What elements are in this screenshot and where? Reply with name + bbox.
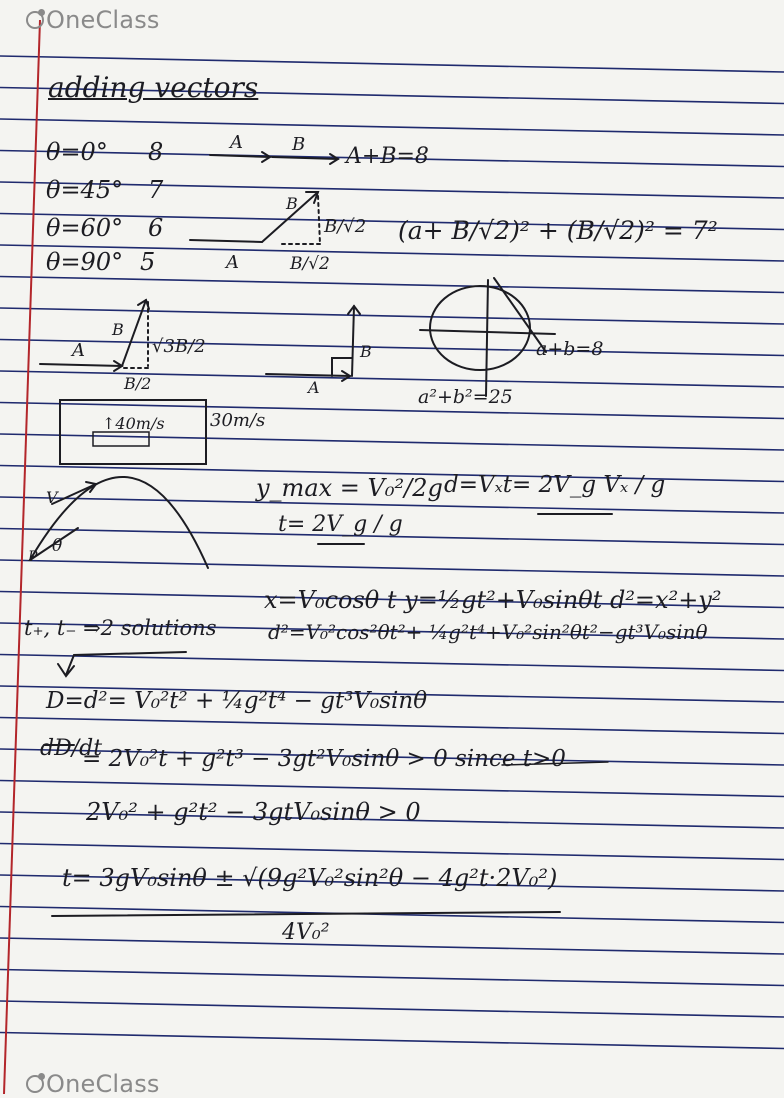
box-velocity-up: ↑40m/s — [102, 414, 165, 433]
ruled-line — [0, 560, 784, 576]
eq-line-2-right: d²=V₀²cos²θt²+ ¼g²t⁴+V₀²sin²θt²−gt³V₀sinθ — [268, 620, 708, 644]
right-angle-mark — [332, 358, 352, 376]
ruled-lines — [0, 56, 784, 1049]
vector-b-90 — [352, 306, 354, 376]
equation-45: (a+ B/√2)² + (B/√2)² = 7² — [398, 216, 718, 245]
arrow-down-left — [58, 652, 186, 676]
eq-line-4-frac: dD/dt — [40, 736, 103, 761]
angle-90: θ=90° — [46, 248, 124, 276]
ruled-line — [0, 277, 784, 293]
ruled-line — [0, 655, 784, 671]
ruled-line — [0, 970, 784, 986]
tri-label-a: A — [72, 340, 85, 361]
ruled-line — [0, 56, 784, 72]
ruled-line — [0, 434, 784, 450]
time-equation: t= 2V_g / g — [278, 512, 403, 537]
ymax-equation: y_max = V₀²/2g — [256, 474, 443, 502]
tri-label-b2: B/2 — [124, 374, 152, 393]
projectile-v: V — [46, 488, 58, 507]
ruled-line — [0, 781, 784, 797]
value-90: 5 — [140, 248, 156, 276]
ruled-line — [0, 938, 784, 954]
oneclass-icon — [26, 11, 44, 29]
right-label-a: A — [308, 378, 320, 397]
vector-a-60 — [40, 364, 122, 366]
ruled-line — [0, 119, 784, 135]
ruled-line — [0, 371, 784, 387]
ruled-line — [0, 844, 784, 860]
angle-45: θ=45° — [46, 176, 124, 204]
circle-sketch — [430, 286, 530, 370]
tri-label-b: B — [112, 320, 124, 339]
eq-line-6-numerator: t= 3gV₀sinθ ± √(9g²V₀²sin²θ − 4g²t·2V₀²) — [62, 864, 558, 892]
logo-text: OneClass — [46, 6, 160, 34]
eq-line-1: x=V₀cosθ t y=½gt²+V₀sinθt d²=x²+y² — [264, 586, 722, 614]
angle-0: θ=0° — [46, 138, 108, 166]
projectile-p: P — [28, 549, 38, 565]
vector-a-45 — [190, 240, 262, 242]
label-a-plus-b: A+B=8 — [346, 144, 429, 169]
circle-label-a2b2: a²+b²=25 — [418, 386, 513, 408]
inner-block — [93, 432, 149, 446]
label-b-diag: B — [286, 194, 298, 213]
eq-line-4: = 2V₀²t + g²t³ − 3gt²V₀sinθ > 0 since t>0 — [82, 746, 566, 772]
value-60: 6 — [148, 214, 164, 242]
eq-line-5: 2V₀² + g²t² − 3gtV₀sinθ > 0 — [86, 798, 421, 826]
dashed-height — [318, 196, 320, 244]
value-0: 8 — [148, 138, 164, 166]
ruled-line — [0, 718, 784, 734]
value-45: 7 — [148, 176, 164, 204]
tri-label-root3: √3B/2 — [152, 336, 206, 357]
eq-line-2-left: t₊, t₋ ⇒2 solutions — [24, 616, 217, 640]
label-b: B — [292, 134, 306, 155]
logo-text: OneClass — [46, 1070, 160, 1098]
note-title: adding vectors — [48, 71, 259, 104]
label-a-under: A — [226, 252, 239, 273]
label-b-root2: B/√2 — [324, 216, 367, 237]
label-b-root2-under: B/√2 — [290, 254, 330, 274]
eq-line-3: D=d²= V₀²t² + ¼g²t⁴ − gt³V₀sinθ — [46, 688, 428, 714]
circle-label-ab8: a+b=8 — [536, 338, 604, 360]
projectile-theta: θ — [52, 536, 63, 556]
ruled-line — [0, 1001, 784, 1017]
angle-60: θ=60° — [46, 214, 124, 242]
distance-equation: d=Vₓt= 2V_g Vₓ / g — [444, 472, 666, 498]
right-label-b: B — [360, 342, 372, 361]
box-velocity-right: 30m/s — [210, 410, 266, 431]
oneclass-logo-top — [26, 6, 160, 34]
vector-a-90 — [266, 374, 350, 376]
circle-axis-y — [486, 280, 488, 396]
oneclass-icon — [26, 1075, 44, 1093]
label-a: A — [230, 132, 243, 153]
ruled-line — [0, 336, 784, 357]
ruled-line — [0, 1033, 784, 1049]
eq-line-6-denominator: 4V₀² — [282, 920, 330, 945]
